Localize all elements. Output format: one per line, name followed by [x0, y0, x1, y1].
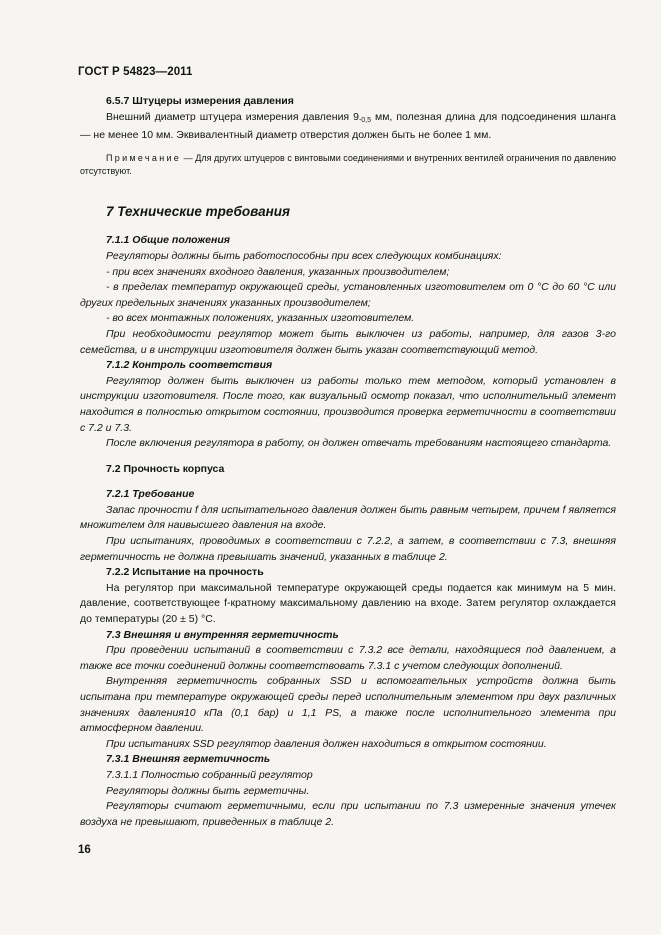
- tolerance-subscript: -0,5: [358, 116, 372, 124]
- paragraph: При проведении испытаний в соответствии с 7.3.2 все детали, находящиеся под давлением, а также все точки соединений должны соответствовать 7.3.1 с учетом следующих дополнений.: [80, 644, 616, 672]
- section-heading-7-3-1: 7.3.1 Внешняя герметичность: [106, 753, 271, 766]
- list-item: - в пределах температур окружающей среды, установленных изготовителем от 0 °С до 60 °С или других предельных значениях указанных производителем;: [80, 281, 616, 309]
- page-content: [80, 94, 616, 830]
- text-run: Внешний диаметр штуцера измерения давления 9: [106, 110, 359, 123]
- paragraph: При необходимости регулятор может быть выключен из работы, например, для газов 3-го семейства, и в инструкции изготовителя должен быть указан соответствующий метод.: [80, 327, 616, 356]
- note-paragraph: [80, 152, 616, 179]
- list-item: - при всех значениях входного давления, указанных производителем;: [106, 265, 450, 278]
- paragraph: 7.3.1.1 Полностью собранный регулятор: [106, 768, 313, 781]
- section-heading-7-2-2: 7.2.2 Испытание на прочность: [106, 566, 264, 579]
- section-heading-6-5-7: 6.5.7 Штуцеры измерения давления: [106, 95, 294, 107]
- section-heading-7-3: 7.3 Внешняя и внутренняя герметичность: [106, 628, 339, 641]
- paragraph: Запас прочности f для испытательного давления должен быть равным четырем, причем f является множителем для наивысшего давления на входе.: [80, 503, 616, 532]
- paragraph: При испытаниях SSD регулятор давления должен находиться в открытом состоянии.: [106, 737, 547, 750]
- paragraph: После включения регулятора в работу, он должен отвечать требованиям настоящего стандарта.: [106, 437, 612, 450]
- text-run: мм, полезная длина для подсоединения шланга — не менее 10 мм. Эквивалентный диаметр отверстия должен быть не более 1 мм.: [80, 110, 616, 142]
- section-heading-7-1-2: 7.1.2 Контроль соответствия: [106, 359, 273, 372]
- note-text: — Для других штуцеров с винтовыми соединениями и внутренних вентилей ограничения по давлению отсутствуют.: [80, 152, 616, 177]
- paragraph: Регуляторы должны быть работоспособны при всех следующих комбинациях:: [106, 249, 502, 262]
- section-title-7: 7 Технические требования: [106, 203, 290, 219]
- paragraph: На регулятор при максимальной температуре окружающей среды подается как минимум на 5 мин. давление, соответствующее f-кратному максимальному давлению на входе. Затем регулятор охлаждается до температуры (20 ± 5) °С.: [80, 581, 616, 626]
- paragraph: Регуляторы должны быть герметичны.: [106, 784, 310, 797]
- paragraph: Регуляторы считают герметичными, если при испытании по 7.3 измеренные значения утечек воздуха не превышают, приведенных в таблице 2.: [80, 800, 616, 828]
- paragraph: Регулятор должен быть выключен из работы только тем методом, который установлен в инструкции изготовителя. После того, как визуальный осмотр показал, что исполнительный элемент находится в полностью открытом состоянии, производится проверка герметичности в соответствии с 7.2 и 7.3.: [80, 374, 616, 434]
- list-item: - во всех монтажных положениях, указанных изготовителем.: [106, 312, 415, 325]
- paragraph: Внутренняя герметичность собранных SSD и вспомогательных устройств должна быть испытана при температуре окружающей среды перед исполнительным элементом при двух различных значениях давления10 кПа (0,1 бар) и 1,1 PS, а также после исполнительного элемента при атмосферном давлении.: [80, 675, 616, 735]
- page-number: 16: [78, 844, 91, 856]
- paragraph: [80, 110, 616, 144]
- section-heading-7-1-1: 7.1.1 Общие положения: [106, 234, 230, 247]
- section-heading-7-2-1: 7.2.1 Требование: [106, 488, 195, 501]
- section-heading-7-2: 7.2 Прочность корпуса: [106, 462, 225, 475]
- note-label: Примечание: [106, 152, 182, 163]
- document-code: ГОСТ Р 54823—2011: [78, 66, 193, 78]
- paragraph: При испытаниях, проводимых в соответствии с 7.2.2, а затем, в соответствии с 7.3, внешняя герметичность не должна превышать значений, указанных в таблице 2.: [80, 535, 616, 563]
